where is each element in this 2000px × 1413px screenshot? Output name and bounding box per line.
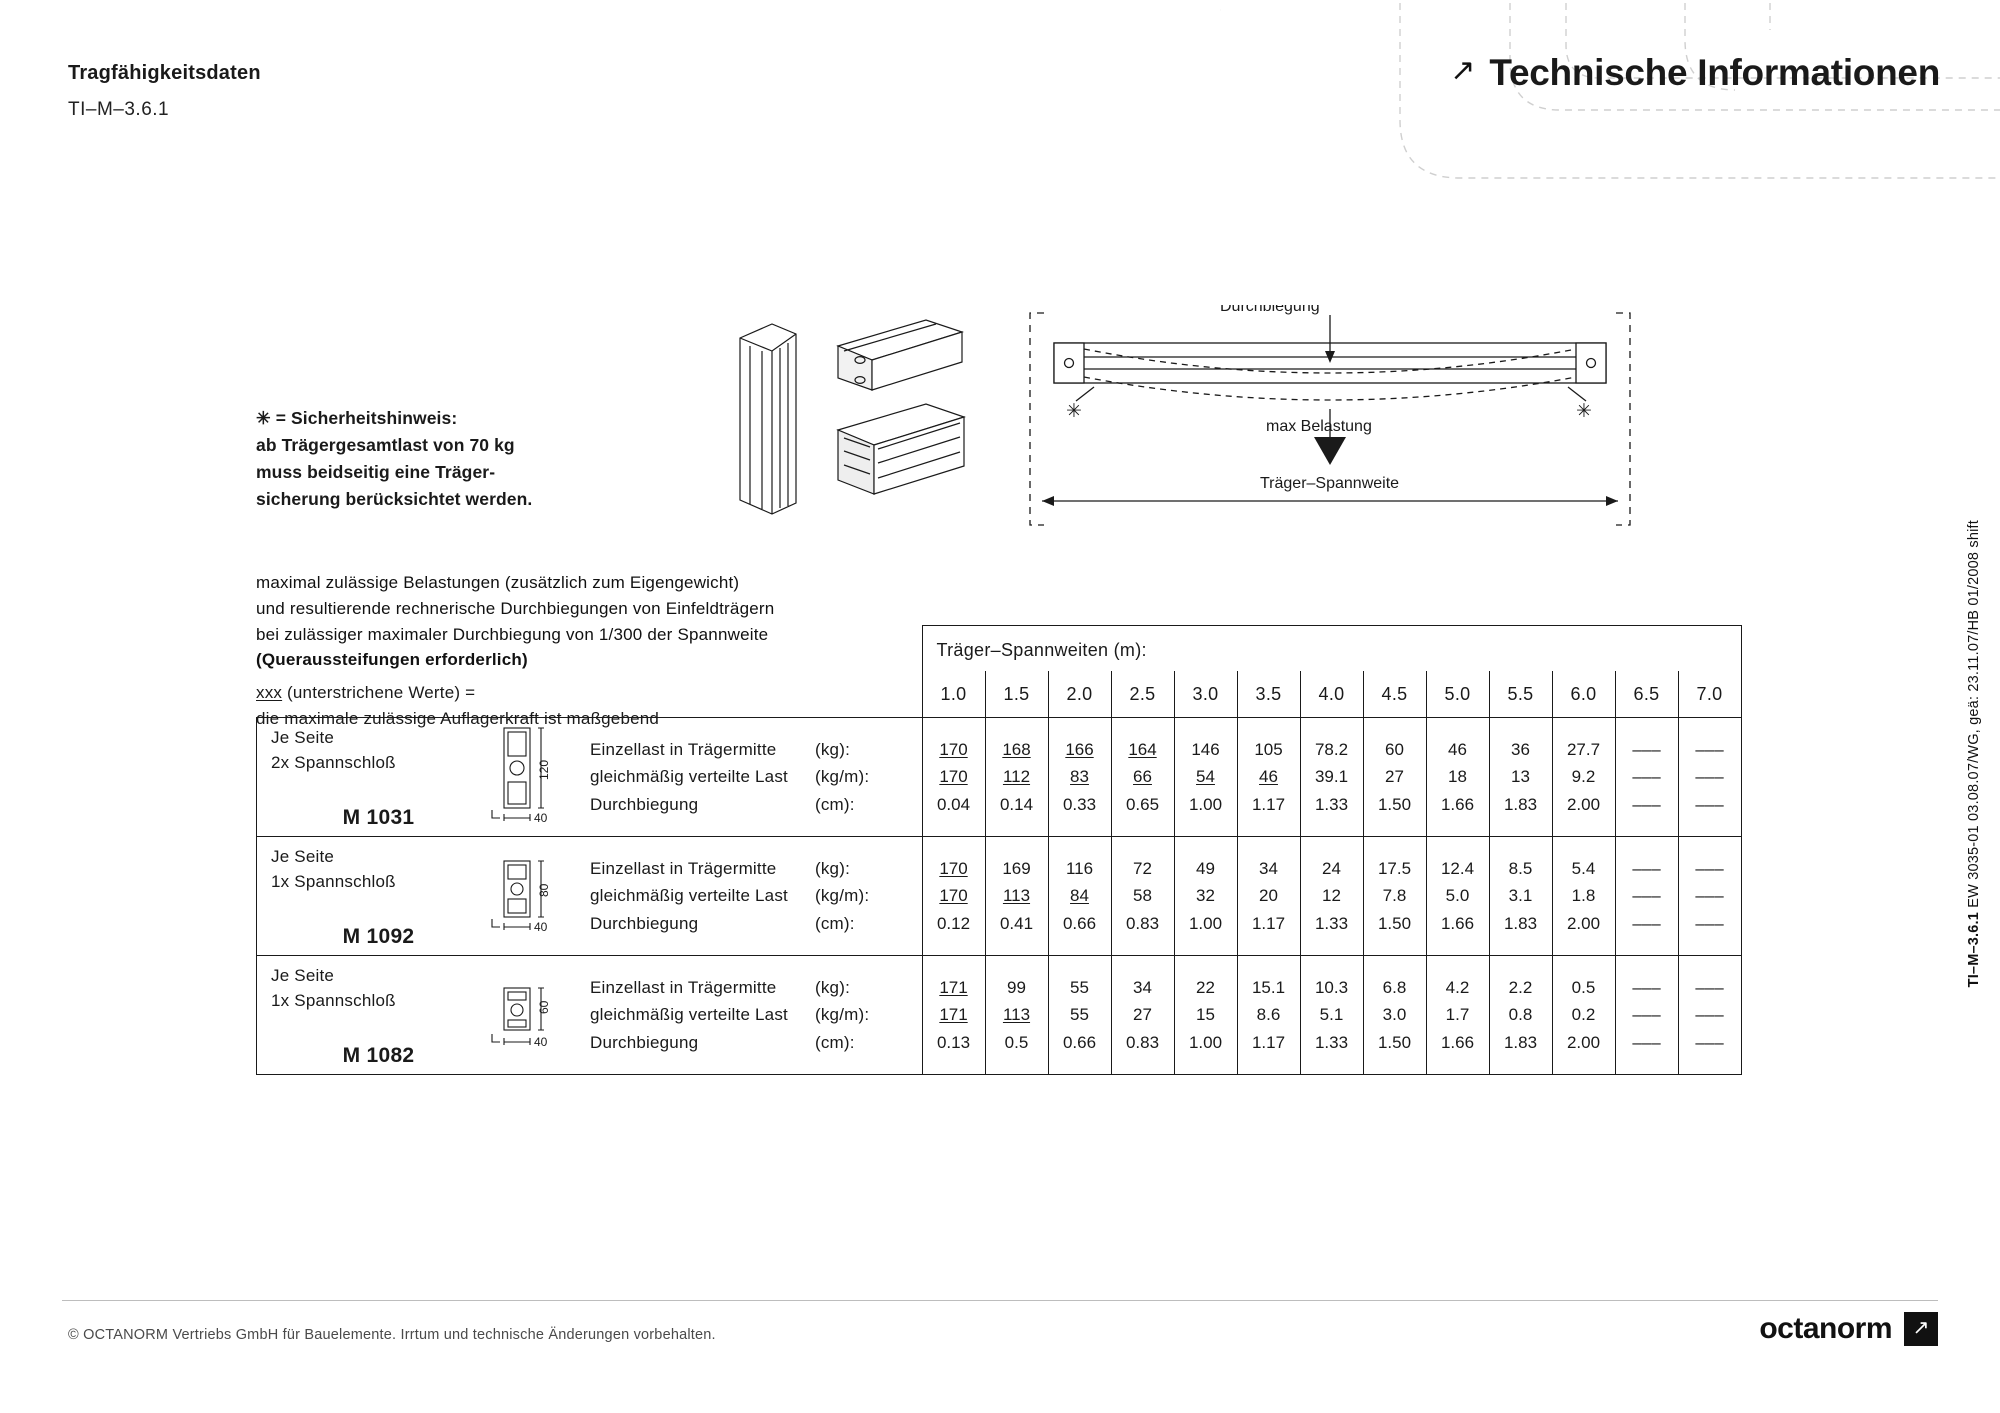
value-cell: 170 <box>939 886 968 906</box>
value-cell: ––– <box>1632 858 1661 878</box>
value-cell: 1.83 <box>1503 1032 1538 1052</box>
brand-logo <box>1759 1312 1938 1346</box>
value-cell: 0.66 <box>1062 913 1097 933</box>
row-side-line-2: 1x Spannschloß <box>271 991 396 1010</box>
value-cell: 1.7 <box>1445 1005 1470 1025</box>
value-cell: 20 <box>1259 886 1278 906</box>
value-cell: 10.3 <box>1314 977 1349 997</box>
value-cell: ––– <box>1695 913 1724 933</box>
value-cell: 0.8 <box>1508 1005 1533 1025</box>
value-cell: ––– <box>1632 1005 1661 1025</box>
metric-unit: (kg): <box>815 977 850 997</box>
value-cell: 46 <box>1448 739 1467 759</box>
value-cell: ––– <box>1695 1005 1724 1025</box>
value-cell: 170 <box>939 767 968 787</box>
row-side-line-1: Je Seite <box>271 965 335 985</box>
value-cell: 171 <box>939 1005 968 1025</box>
metric-unit: (cm): <box>815 794 855 814</box>
table-head-span <box>257 626 1742 672</box>
value-cell: 112 <box>1002 767 1031 787</box>
value-cell: 84 <box>1070 886 1089 906</box>
value-cell: 18 <box>1448 767 1467 787</box>
value-cell: 2.00 <box>1566 794 1601 814</box>
profile-section-icon <box>486 841 576 952</box>
section-title: Technische Informationen <box>1489 52 1940 93</box>
value-cell: 113 <box>1002 1005 1031 1025</box>
value-cell: 1.33 <box>1314 913 1349 933</box>
value-cell: 3.1 <box>1508 886 1533 906</box>
value-cell: 1.66 <box>1440 913 1475 933</box>
value-cell: 1.17 <box>1251 913 1286 933</box>
value-cell: 15.1 <box>1251 977 1286 997</box>
value-cell: 1.66 <box>1440 794 1475 814</box>
row-side-line-1: Je Seite <box>271 727 335 747</box>
value-cell: 24 <box>1322 858 1341 878</box>
value-cell: ––– <box>1632 913 1661 933</box>
value-cell: 1.17 <box>1251 794 1286 814</box>
value-cell: 9.2 <box>1571 767 1596 787</box>
value-cell: 113 <box>1002 886 1031 906</box>
value-cell: 32 <box>1196 886 1215 906</box>
document-title: Tragfähigkeitsdaten <box>68 62 261 84</box>
value-cell: ––– <box>1695 858 1724 878</box>
value-cell: 72 <box>1133 858 1152 878</box>
profile-section-icon <box>486 722 576 833</box>
value-cell: 0.65 <box>1125 794 1160 814</box>
profile-section-icon <box>486 960 576 1071</box>
value-cell: 39.1 <box>1314 767 1349 787</box>
column-header: 6.0 <box>1552 671 1615 718</box>
svg-text:40: 40 <box>534 919 548 934</box>
value-cell: 22 <box>1196 977 1215 997</box>
description-line-3: bei zulässiger maximaler Durchbiegung von 1/300 der Spannweite <box>256 624 769 644</box>
value-cell: 27.7 <box>1566 739 1601 759</box>
svg-text:max Belastung: max Belastung <box>1266 418 1372 435</box>
value-cell: 0.2 <box>1571 1005 1596 1025</box>
value-cell: 49 <box>1196 858 1215 878</box>
row-side-line-2: 1x Spannschloß <box>271 872 396 891</box>
column-header: 1.5 <box>985 671 1048 718</box>
svg-text:✳: ✳ <box>1576 401 1592 422</box>
value-cell: 0.13 <box>936 1032 971 1052</box>
column-header: 3.0 <box>1174 671 1237 718</box>
description-line-2: und resultierende rechnerische Durchbiegungen von Einfeldträgern <box>256 598 775 618</box>
value-cell: 0.04 <box>936 794 971 814</box>
metric-unit: (kg/m): <box>815 767 870 787</box>
metric-label: gleichmäßig verteilte Last <box>590 886 788 906</box>
value-cell: 164 <box>1128 739 1157 759</box>
value-cell: 27 <box>1133 1005 1152 1025</box>
value-cell: 5.4 <box>1571 858 1596 878</box>
value-cell: 0.5 <box>1004 1032 1029 1052</box>
metric-unit: (kg/m): <box>815 886 870 906</box>
document-reference-sidebar <box>1966 520 1982 987</box>
value-cell: 2.00 <box>1566 913 1601 933</box>
column-header: 2.5 <box>1111 671 1174 718</box>
row-model-name: M 1092 <box>342 924 415 948</box>
value-cell: 0.41 <box>999 913 1034 933</box>
value-cell: 1.50 <box>1377 794 1412 814</box>
value-cell: 146 <box>1191 739 1220 759</box>
value-cell: ––– <box>1695 977 1724 997</box>
value-cell: 1.8 <box>1571 886 1596 906</box>
value-cell: 1.00 <box>1188 794 1223 814</box>
beam-deflection-diagram <box>1020 305 1640 560</box>
document-code: TI–M–3.6.1 <box>68 99 170 120</box>
value-cell: 0.5 <box>1571 977 1596 997</box>
metric-unit: (kg/m): <box>815 1005 870 1025</box>
value-cell: 0.14 <box>999 794 1034 814</box>
value-cell: ––– <box>1632 977 1661 997</box>
value-cell: 8.5 <box>1508 858 1533 878</box>
value-cell: ––– <box>1632 1032 1661 1052</box>
value-cell: ––– <box>1695 886 1724 906</box>
value-cell: 169 <box>1002 858 1031 878</box>
value-cell: 0.33 <box>1062 794 1097 814</box>
safety-note-line-1: ✳ = Sicherheitshinweis: <box>256 408 458 428</box>
load-capacity-table <box>256 625 1742 1075</box>
metric-label: Einzellast in Trägermitte <box>590 739 777 759</box>
description-line-4: (Queraussteifungen erforderlich) <box>256 650 528 670</box>
reference-code: TI–M–3.6.1 <box>1966 912 1982 988</box>
metric-label: Durchbiegung <box>590 1032 699 1052</box>
svg-text:80: 80 <box>537 883 551 897</box>
legend-marker: xxx <box>256 683 283 702</box>
column-header: 7.0 <box>1678 671 1741 718</box>
value-cell: 8.6 <box>1256 1005 1281 1025</box>
value-cell: 1.00 <box>1188 1032 1223 1052</box>
value-cell: ––– <box>1632 886 1661 906</box>
metric-label: Einzellast in Trägermitte <box>590 858 777 878</box>
metric-unit: (kg): <box>815 739 850 759</box>
value-cell: 168 <box>1002 739 1031 759</box>
value-cell: 17.5 <box>1377 858 1412 878</box>
arrow-icon: ↗ <box>1450 54 1476 87</box>
value-cell: 58 <box>1133 886 1152 906</box>
metric-label: gleichmäßig verteilte Last <box>590 1005 788 1025</box>
value-cell: 170 <box>939 858 968 878</box>
row-side-line-1: Je Seite <box>271 846 335 866</box>
value-cell: ––– <box>1695 1032 1724 1052</box>
value-cell: 3.0 <box>1382 1005 1407 1025</box>
value-cell: 12.4 <box>1440 858 1475 878</box>
svg-text:120: 120 <box>537 759 551 780</box>
value-cell: 83 <box>1070 767 1089 787</box>
value-cell: 54 <box>1196 767 1215 787</box>
value-cell: 1.00 <box>1188 913 1223 933</box>
column-header: 5.5 <box>1489 671 1552 718</box>
value-cell: 34 <box>1259 858 1278 878</box>
table <box>256 625 1742 1075</box>
value-cell: 0.83 <box>1125 913 1160 933</box>
column-header: 1.0 <box>922 671 985 718</box>
value-cell: 2.00 <box>1566 1032 1601 1052</box>
value-cell: 5.0 <box>1445 886 1470 906</box>
value-cell: 171 <box>939 977 968 997</box>
value-cell: 12 <box>1322 886 1341 906</box>
column-header: 4.0 <box>1300 671 1363 718</box>
value-cell: 55 <box>1070 1005 1089 1025</box>
value-cell: ––– <box>1695 739 1724 759</box>
value-cell: 4.2 <box>1445 977 1470 997</box>
value-cell: 27 <box>1385 767 1404 787</box>
value-cell: 1.83 <box>1503 794 1538 814</box>
value-cell: 46 <box>1259 767 1278 787</box>
value-cell: ––– <box>1695 767 1724 787</box>
brand-mark-icon <box>1904 1312 1938 1346</box>
value-cell: 5.1 <box>1319 1005 1344 1025</box>
svg-text:Durchbiegung: Durchbiegung <box>1220 305 1320 315</box>
value-cell: ––– <box>1632 767 1661 787</box>
value-cell: 66 <box>1133 767 1152 787</box>
value-cell: 1.33 <box>1314 1032 1349 1052</box>
metric-label: Durchbiegung <box>590 794 699 814</box>
decorative-dashed-lines <box>580 0 2000 230</box>
value-cell: ––– <box>1632 739 1661 759</box>
value-cell: ––– <box>1632 794 1661 814</box>
brand-arrow-glyph: ↗ <box>1912 1317 1930 1339</box>
column-header: 5.0 <box>1426 671 1489 718</box>
document-header-right <box>1450 52 1940 94</box>
column-header: 4.5 <box>1363 671 1426 718</box>
metric-label: Durchbiegung <box>590 913 699 933</box>
footer-divider <box>62 1300 1938 1301</box>
value-cell: 105 <box>1254 739 1283 759</box>
value-cell: 116 <box>1065 858 1094 878</box>
legend-line-2: die maximale zulässige Auflagerkraft ist maßgebend <box>256 708 660 728</box>
value-cell: 2.2 <box>1508 977 1533 997</box>
span-header-label: Träger–Spannweiten (m): <box>936 640 1147 660</box>
metric-label: Einzellast in Trägermitte <box>590 977 777 997</box>
row-model-name: M 1082 <box>342 1043 415 1067</box>
metric-unit: (cm): <box>815 913 855 933</box>
column-header: 3.5 <box>1237 671 1300 718</box>
svg-text:40: 40 <box>534 1034 548 1049</box>
column-header: 6.5 <box>1615 671 1678 718</box>
table-row <box>257 718 1742 837</box>
profile-drawings <box>720 318 980 528</box>
value-cell: 170 <box>939 739 968 759</box>
value-cell: 0.66 <box>1062 1032 1097 1052</box>
value-cell: 1.66 <box>1440 1032 1475 1052</box>
value-cell: 1.50 <box>1377 1032 1412 1052</box>
footer-copyright: © OCTANORM Vertriebs GmbH für Bauelemente. Irrtum und technische Änderungen vorbehalten. <box>68 1327 716 1343</box>
svg-text:40: 40 <box>534 810 548 825</box>
table-head-columns <box>257 671 1742 718</box>
metric-label: gleichmäßig verteilte Last <box>590 767 788 787</box>
safety-note <box>256 405 532 514</box>
description-line-1: maximal zulässige Belastungen (zusätzlich zum Eigengewicht) <box>256 573 740 592</box>
svg-text:60: 60 <box>537 1000 551 1014</box>
row-side-line-2: 2x Spannschloß <box>271 753 396 772</box>
value-cell: 78.2 <box>1314 739 1349 759</box>
value-cell: 15 <box>1196 1005 1215 1025</box>
value-cell: 1.17 <box>1251 1032 1286 1052</box>
value-cell: ––– <box>1695 794 1724 814</box>
value-cell: 36 <box>1511 739 1530 759</box>
value-cell: 6.8 <box>1382 977 1407 997</box>
value-cell: 166 <box>1065 739 1094 759</box>
column-header: 2.0 <box>1048 671 1111 718</box>
table-row <box>257 837 1742 956</box>
safety-note-line-3: muss beidseitig eine Träger- <box>256 462 496 483</box>
metric-unit: (cm): <box>815 1032 855 1052</box>
table-row <box>257 956 1742 1075</box>
value-cell: 99 <box>1007 977 1026 997</box>
metric-unit: (kg): <box>815 858 850 878</box>
svg-text:Träger–Spannweite: Träger–Spannweite <box>1260 475 1400 492</box>
value-cell: 0.12 <box>936 913 971 933</box>
value-cell: 1.50 <box>1377 913 1412 933</box>
value-cell: 34 <box>1133 977 1152 997</box>
value-cell: 60 <box>1385 739 1404 759</box>
value-cell: 0.83 <box>1125 1032 1160 1052</box>
value-cell: 7.8 <box>1382 886 1407 906</box>
reference-details: EW 3035-01 03.08.07/WG, geä: 23.11.07/HB 01/2008 shift <box>1966 520 1982 913</box>
value-cell: 55 <box>1070 977 1089 997</box>
safety-note-line-2: ab Trägergesamtlast von 70 kg <box>256 435 515 456</box>
value-cell: 1.83 <box>1503 913 1538 933</box>
document-header-left <box>68 62 261 121</box>
value-cell: 1.33 <box>1314 794 1349 814</box>
svg-text:✳: ✳ <box>1066 401 1082 422</box>
brand-name: octanorm <box>1759 1312 1892 1345</box>
safety-note-line-4: sicherung berücksichtet werden. <box>256 489 533 510</box>
value-cell: 13 <box>1511 767 1530 787</box>
legend-line-1: (unterstrichene Werte) = <box>282 683 476 702</box>
row-model-name: M 1031 <box>342 805 415 829</box>
